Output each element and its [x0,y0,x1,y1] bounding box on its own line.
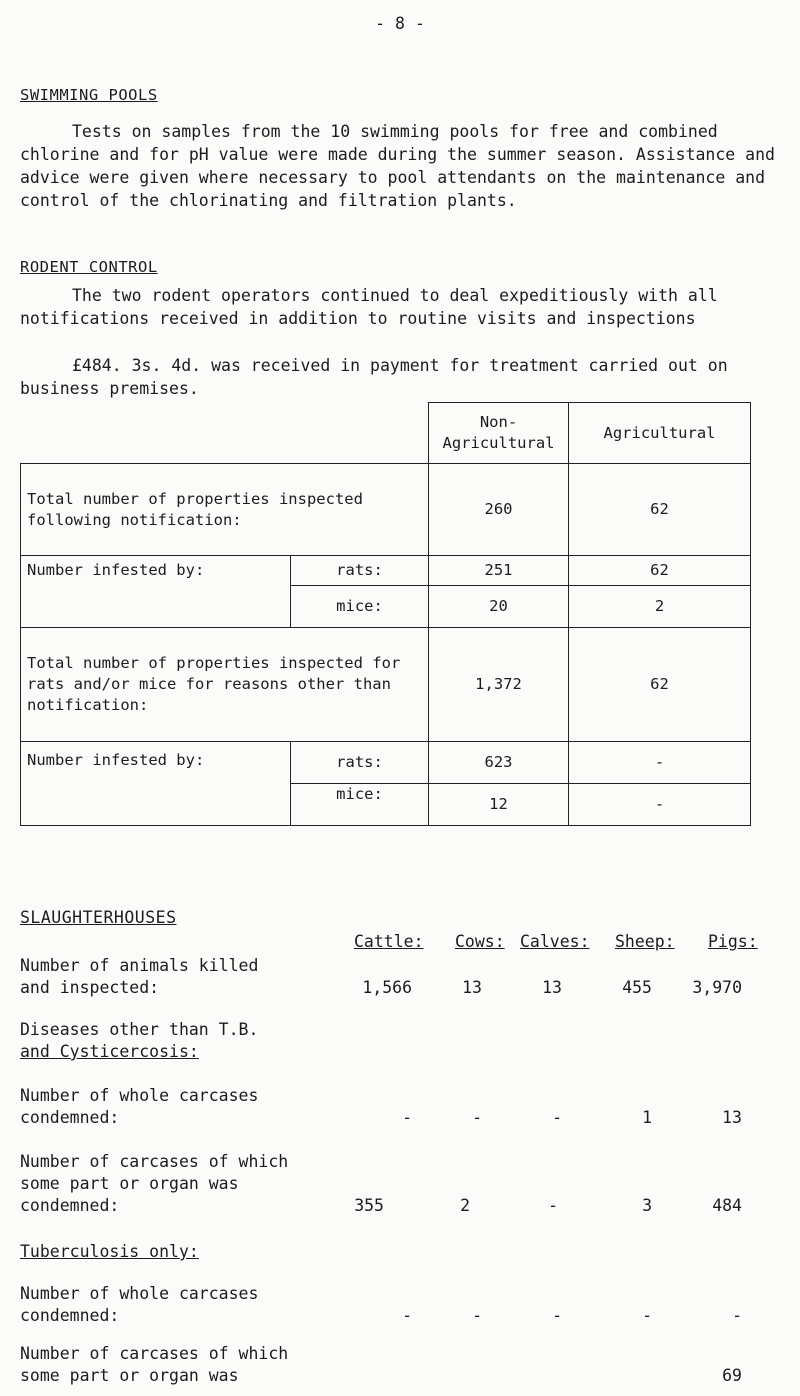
col-cows: Cows: [455,932,505,951]
part-sheep: 3 [642,1196,652,1215]
col-cattle: Cattle: [354,932,424,951]
col-sheep: Sheep: [615,932,675,951]
killed-cattle: 1,566 [362,978,412,997]
cell-value: 2 [569,586,751,628]
killed-cows: 13 [462,978,482,997]
page-number: - 8 - [375,14,425,33]
part-calves: - [548,1196,558,1215]
row-sublabel: mice: [291,784,429,826]
tb-whole-label-2: condemned: [20,1306,120,1325]
swimming-pools-text: Tests on samples from the 10 swimming pools for free and combined chlorine and for pH value were made during the summer season. Assistance and advice were given where necessary to pool attendants on the maintenance and control of the chlorinating and filtration plants. [20,122,775,210]
cell-value: 20 [429,586,569,628]
swimming-pools-paragraph [20,120,780,212]
killed-label-2: and inspected: [20,978,160,997]
col-non-agricultural: Non-Agricultural [429,403,569,464]
cell-value: 623 [429,742,569,784]
whole-calves: - [552,1108,562,1127]
tb-whole-cattle: - [402,1306,412,1325]
tb-part-label-1: Number of carcases of which [20,1344,289,1363]
row-sublabel: mice: [291,586,429,628]
cell-value: - [569,784,751,826]
table-row [21,628,751,742]
rodent-control-heading: RODENT CONTROL [20,258,158,276]
table-row [21,742,751,784]
part-label-1: Number of carcases of which [20,1152,289,1171]
subheading-diseases-1: Diseases other than T.B. [20,1020,259,1039]
cell-value: 62 [569,464,751,556]
table-row [21,556,751,586]
tb-part-pigs: 69 [722,1366,742,1385]
tb-part-label-2: some part or organ was [20,1366,239,1385]
rodent-table-header [21,403,751,464]
row-label: Total number of properties inspected following notification: [21,464,429,556]
rodent-text-2: £484. 3s. 4d. was received in payment for treatment carried out on business premises. [20,356,728,398]
whole-label-1: Number of whole carcases [20,1086,259,1105]
whole-label-2: condemned: [20,1108,120,1127]
tb-whole-label-1: Number of whole carcases [20,1284,259,1303]
whole-cows: - [472,1108,482,1127]
slaughterhouses-heading: SLAUGHTERHOUSES [20,908,177,927]
cell-value: 251 [429,556,569,586]
cell-value: 12 [429,784,569,826]
table-row [21,464,751,556]
rodent-text-1: The two rodent operators continued to deal expeditiously with all notifications received in addition to routine visits and inspections [20,286,718,328]
cell-value: - [569,742,751,784]
whole-pigs: 13 [722,1108,742,1127]
whole-sheep: 1 [642,1108,652,1127]
subheading-tuberculosis: Tuberculosis only: [20,1242,199,1261]
row-sublabel: rats: [291,556,429,586]
part-pigs: 484 [712,1196,742,1215]
rodent-control-paragraph-1 [20,284,780,330]
part-cattle: 355 [354,1196,384,1215]
killed-label-1: Number of animals killed [20,956,259,975]
cell-value: 62 [569,628,751,742]
tb-whole-cows: - [472,1306,482,1325]
empty-cell [21,403,429,464]
part-label-2: some part or organ was [20,1174,239,1193]
col-pigs: Pigs: [708,932,758,951]
col-agricultural: Agricultural [569,403,751,464]
subheading-diseases-2: and Cysticercosis: [20,1042,199,1061]
cell-value: 260 [429,464,569,556]
tb-whole-calves: - [552,1306,562,1325]
tb-whole-sheep: - [642,1306,652,1325]
tb-whole-pigs: - [732,1306,742,1325]
row-sublabel: rats: [291,742,429,784]
part-label-3: condemned: [20,1196,120,1215]
killed-pigs: 3,970 [692,978,742,997]
swimming-pools-heading: SWIMMING POOLS [20,86,158,104]
rodent-control-paragraph-2 [20,354,780,400]
cell-value: 1,372 [429,628,569,742]
row-label: Number infested by: [21,556,291,628]
cell-value: 62 [569,556,751,586]
whole-cattle: - [402,1108,412,1127]
killed-sheep: 455 [622,978,652,997]
rodent-table [20,402,751,826]
row-label: Total number of properties inspected for rats and/or mice for reasons other than notification: [21,628,429,742]
col-calves: Calves: [520,932,590,951]
part-cows: 2 [460,1196,470,1215]
killed-calves: 13 [542,978,562,997]
row-label: Number infested by: [21,742,291,826]
